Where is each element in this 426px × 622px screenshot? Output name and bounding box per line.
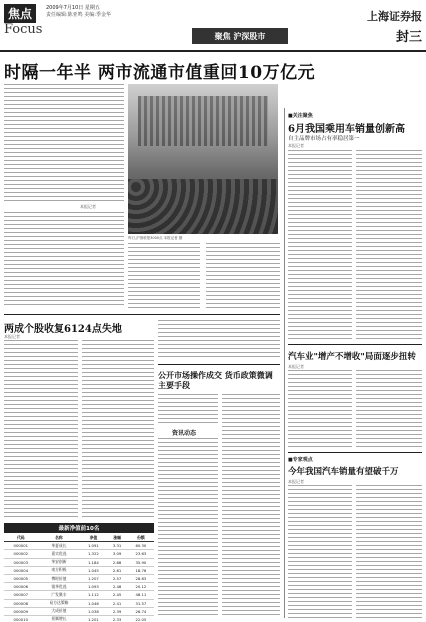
- right-story3-column-1: [288, 485, 352, 618]
- table-cell: 易方达策略: [38, 599, 81, 607]
- table-cell: 000002: [4, 550, 38, 558]
- right-story1-column-1: [288, 150, 352, 340]
- table-cell: 1.091: [80, 542, 106, 550]
- ticker-screen: [138, 96, 268, 146]
- table-cell: 1.045: [80, 566, 106, 574]
- table-cell: 22.05: [128, 615, 154, 622]
- table-cell: 000003: [4, 558, 38, 566]
- section-tag: 焦点: [4, 4, 36, 23]
- table-row: [4, 615, 154, 622]
- table-cell: 3.31: [106, 542, 127, 550]
- investor-crowd: [128, 179, 278, 234]
- table-cell: 2.33: [106, 615, 127, 622]
- divider: [158, 364, 280, 365]
- table-cell: 2.41: [106, 599, 127, 607]
- table-cell: 18.76: [128, 566, 154, 574]
- divider: [288, 344, 422, 345]
- col-header: 代码: [4, 534, 38, 542]
- right-story1-column-2: [356, 150, 422, 340]
- main-headline: 时隔一年半 两市流通市值重回10万亿元: [4, 63, 316, 83]
- table-row: [4, 607, 154, 615]
- col-header: 净值: [80, 534, 106, 542]
- table-cell: 2.68: [106, 558, 127, 566]
- table-cell: 嘉实优选: [38, 550, 81, 558]
- story3-column-1b: [158, 438, 218, 618]
- table-cell: 28.83: [128, 574, 154, 582]
- table-cell: 000009: [4, 607, 38, 615]
- table-row: [4, 599, 154, 607]
- col-header: 名称: [38, 534, 81, 542]
- divider: [4, 314, 280, 315]
- right-byline-3: 本报记者: [288, 479, 304, 484]
- table-cell: 博时价值: [38, 574, 81, 582]
- table-row: [4, 583, 154, 591]
- table-cell: 1.184: [80, 558, 106, 566]
- main-story-column-1b: [4, 212, 124, 308]
- table-cell: 2.61: [106, 566, 127, 574]
- market-photo: [128, 84, 278, 234]
- right-story2-column-1: [288, 370, 352, 448]
- table-cell: 20.12: [128, 583, 154, 591]
- table-cell: 000004: [4, 566, 38, 574]
- table-row: [4, 558, 154, 566]
- table-row: [4, 542, 154, 550]
- table-cell: 000006: [4, 583, 38, 591]
- table-cell: 000001: [4, 542, 38, 550]
- table-row: [4, 574, 154, 582]
- col-header: 份额: [128, 534, 154, 542]
- right-headline-3: 今年我国汽车销量有望破千万: [288, 467, 399, 477]
- story2-column-1: [4, 340, 78, 520]
- right-byline-1: 本报记者: [288, 143, 304, 148]
- table-cell: 000010: [4, 615, 38, 622]
- story2-column-3: [158, 320, 280, 360]
- table-cell: 南方积极: [38, 566, 81, 574]
- col-header: 涨幅: [106, 534, 127, 542]
- main-story-column-3: [206, 243, 280, 311]
- right-top-tag: ■关注聚焦: [288, 113, 313, 119]
- table-cell: 银华优选: [38, 583, 81, 591]
- story2-headline: 两成个股收复6124点失地: [4, 324, 122, 335]
- table-cell: 1.322: [80, 550, 106, 558]
- table-cell: 1.046: [80, 599, 106, 607]
- table-cell: 000007: [4, 591, 38, 599]
- table-cell: 大成价值: [38, 607, 81, 615]
- divider: [288, 452, 422, 453]
- main-byline: 本报记者: [80, 204, 96, 209]
- story3-subhead: 资讯动态: [172, 430, 197, 437]
- table-cell: 31.57: [128, 599, 154, 607]
- table-cell: 2.39: [106, 607, 127, 615]
- table-cell: 000005: [4, 574, 38, 582]
- table-cell: 1.207: [80, 574, 106, 582]
- table-cell: 华夏成长: [38, 542, 81, 550]
- table-row: [4, 566, 154, 574]
- table-cell: 2.48: [106, 583, 127, 591]
- date-line: 2009年7月10日 星期五: [46, 5, 100, 11]
- fund-table-title: 最新净值前10名: [4, 523, 154, 533]
- table-cell: 2.57: [106, 574, 127, 582]
- page-number: 封三: [395, 30, 422, 45]
- section-tab: 聚焦 沪深股市: [192, 28, 288, 44]
- table-cell: 48.11: [128, 591, 154, 599]
- table-row: [4, 550, 154, 558]
- story3-column-1: [158, 394, 218, 424]
- right-byline-2: 本报记者: [288, 364, 304, 369]
- table-cell: 1.201: [80, 615, 106, 622]
- table-cell: 23.63: [128, 550, 154, 558]
- table-cell: 3.09: [106, 550, 127, 558]
- table-cell: 60.30: [128, 542, 154, 550]
- table-cell: 1.038: [80, 607, 106, 615]
- table-cell: 26.74: [128, 607, 154, 615]
- section-english: Focus: [4, 22, 43, 37]
- story3-headline: 公开市场操作成交 货币政策微调主要手段: [158, 370, 273, 390]
- table-row: [4, 591, 154, 599]
- right-headline-2: 汽车业"增产不增收"局面逐步扭转: [288, 352, 416, 362]
- fund-table: [4, 534, 154, 622]
- table-cell: 广发聚丰: [38, 591, 81, 599]
- table-cell: 景顺增长: [38, 615, 81, 622]
- photo-caption: 昨日,沪指收报3000点 本报记者 摄: [128, 236, 183, 240]
- right-subhead-1: 自主品牌市场占有率稳居第一: [288, 136, 360, 142]
- story2-column-2: [82, 340, 154, 520]
- right-headline-1: 6月我国乘用车销量创新高: [288, 124, 405, 135]
- main-story-column-1: [4, 84, 124, 202]
- editor-line: 责任编辑:陈亚鸣 美编:季金华: [46, 12, 111, 18]
- right-story2-column-2: [356, 370, 422, 448]
- table-cell: 2.45: [106, 591, 127, 599]
- story2-byline: 本报记者: [4, 334, 20, 339]
- right-story3-column-2: [356, 485, 422, 618]
- masthead: 上海证券报: [367, 10, 422, 23]
- table-cell: 35.90: [128, 558, 154, 566]
- table-cell: 华安创新: [38, 558, 81, 566]
- page-header: [0, 0, 426, 52]
- table-cell: 000008: [4, 599, 38, 607]
- right-tag-3: ■专家观点: [288, 457, 313, 463]
- story3-column-2: [222, 394, 280, 618]
- column-divider: [284, 108, 285, 618]
- table-cell: 1.093: [80, 583, 106, 591]
- main-story-column-2: [128, 243, 200, 311]
- table-cell: 1.112: [80, 591, 106, 599]
